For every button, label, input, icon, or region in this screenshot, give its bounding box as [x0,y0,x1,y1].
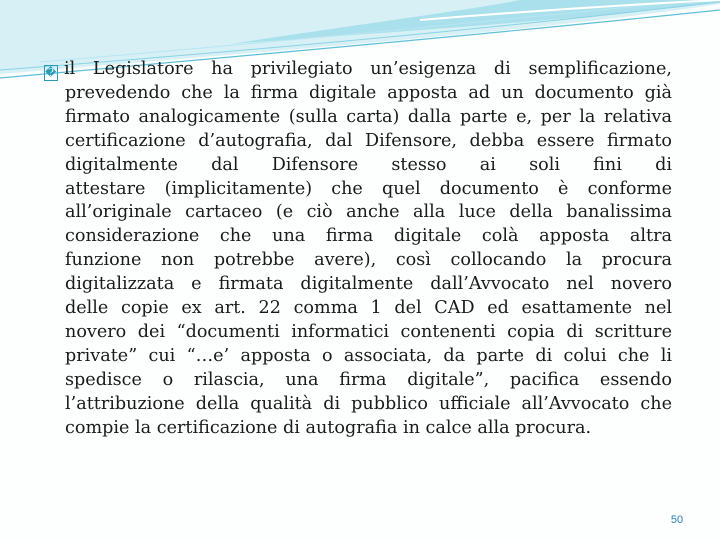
text-line-1 [44,58,672,82]
text-line-7: all’originale cartaceo (e ciò anche alla luce della banalissima [65,202,672,223]
text-line-4: certificazione d’autografia, dal Difensore, debba essere firmato [65,130,672,151]
text-line-3: firmato analogicamente (sulla carta) dalla parte e, per la relativa [65,106,672,127]
text-line-12: novero dei “documenti informatici contenenti copia di scritture [65,321,672,342]
bullet-icon: � [45,66,57,79]
text-line-15: l’attribuzione della qualità di pubblico ufficiale all’Avvocato che [65,393,672,414]
text-line-13: private” cui “…e’ apposta o associata, da parte di colui che li [65,345,672,366]
text-line-14: spedisce o rilascia, una firma digitale”, pacifica essendo [65,369,672,390]
text-line-2: prevedendo che la firma digitale apposta ad un documento già [65,82,672,103]
text-line-8: considerazione che una firma digitale colà apposta altra [65,226,672,247]
text-line-10: digitalizzata e firmata digitalmente dall’Avvocato nel novero [65,274,672,295]
text-line-11: delle copie ex art. 22 comma 1 del CAD ed esattamente nel [65,298,672,319]
text-line-16: compie la certificazione di autografia in calce alla procura. [65,417,592,438]
text-line-9: funzione non potrebbe avere), così collocando la procura [65,250,672,271]
text-line-6: attestare (implicitamente) che quel documento è conforme [65,178,672,199]
text-line-5: digitalmente dal Difensore stesso ai soli fini di [65,154,672,175]
page-number: 50 [670,514,684,526]
slide-body-text [44,58,672,441]
text-line-1-content: il Legislatore ha privilegiato un’esigenza di semplificazione, [64,59,672,79]
